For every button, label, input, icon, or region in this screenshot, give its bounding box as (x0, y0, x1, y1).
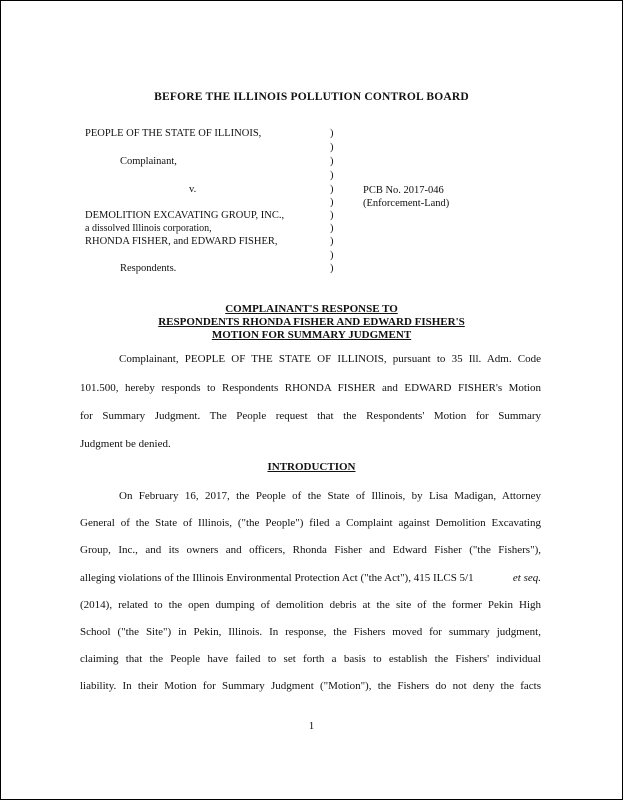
intro-paragraph-line: Complainant, PEOPLE OF THE STATE OF ILLINOIS, pursuant to 35 Ill. Adm. Code (119, 353, 541, 365)
body-paragraph-line-citation (80, 572, 541, 584)
body-paragraph-line: On February 16, 2017, the People of the State of Illinois, by Lisa Madigan, Attorney (119, 490, 541, 502)
intro-paragraph-line: for Summary Judgment. The People request that the Respondents' Motion for Summary (80, 410, 541, 422)
section-heading: INTRODUCTION (267, 461, 356, 473)
caption-defendant-company: DEMOLITION EXCAVATING GROUP, INC., (85, 210, 285, 221)
caption-paren: ) (330, 236, 334, 247)
caption-paren: ) (330, 250, 334, 261)
caption-plaintiff: PEOPLE OF THE STATE OF ILLINOIS, (85, 128, 262, 139)
body-paragraph-line: (2014), related to the open dumping of demolition debris at the site of the former Pekin High (80, 599, 541, 611)
document-title-line2: RESPONDENTS RHONDA FISHER AND EDWARD FISHER'S (158, 316, 465, 328)
caption-complainant: Complainant, (120, 156, 177, 167)
caption-paren: ) (330, 142, 334, 153)
document-title-line1: COMPLAINANT'S RESPONSE TO (225, 303, 398, 315)
body-paragraph-text: alleging violations of the Illinois Environmental Protection Act ("the Act"), 415 ILCS 5/1 (80, 572, 474, 584)
body-paragraph-line: School ("the Site") in Pekin, Illinois. In response, the Fishers moved for summary judgment, (80, 626, 541, 638)
caption-paren: ) (330, 210, 334, 221)
caption-paren: ) (330, 197, 334, 208)
caption-paren: ) (330, 263, 334, 274)
body-paragraph-line: General of the State of Illinois, ("the People") filed a Complaint against Demolition Excavating (80, 517, 541, 529)
page-number: 1 (308, 720, 315, 732)
intro-paragraph-line: 101.500, hereby responds to Respondents RHONDA FISHER and EDWARD FISHER's Motion (80, 382, 541, 394)
caption-paren: ) (330, 223, 334, 234)
board-heading: BEFORE THE ILLINOIS POLLUTION CONTROL BOARD (154, 91, 469, 103)
body-paragraph-line: Group, Inc., and its owners and officers, Rhonda Fisher and Edward Fisher ("the Fishers"), (80, 544, 541, 556)
caption-respondents: Respondents. (120, 263, 177, 274)
caption-paren: ) (330, 128, 334, 139)
et-seq-text: et seq. (512, 572, 541, 584)
case-type: (Enforcement-Land) (363, 198, 450, 209)
caption-defendant-note: a dissolved Illinois corporation, (85, 223, 212, 234)
caption-paren: ) (330, 184, 334, 195)
intro-paragraph-line: Judgment be denied. (80, 438, 171, 450)
case-number: PCB No. 2017-046 (363, 185, 444, 196)
body-paragraph-line: claiming that the People have failed to set forth a basis to establish the Fishers' individual (80, 653, 541, 665)
caption-defendant-individuals: RHONDA FISHER, and EDWARD FISHER, (85, 236, 278, 247)
caption-paren: ) (330, 170, 334, 181)
caption-versus: v. (189, 184, 197, 195)
document-title-line3: MOTION FOR SUMMARY JUDGMENT (211, 329, 412, 341)
body-paragraph-line: liability. In their Motion for Summary Judgment ("Motion"), the Fishers do not deny the facts (80, 680, 541, 692)
caption-paren: ) (330, 156, 334, 167)
